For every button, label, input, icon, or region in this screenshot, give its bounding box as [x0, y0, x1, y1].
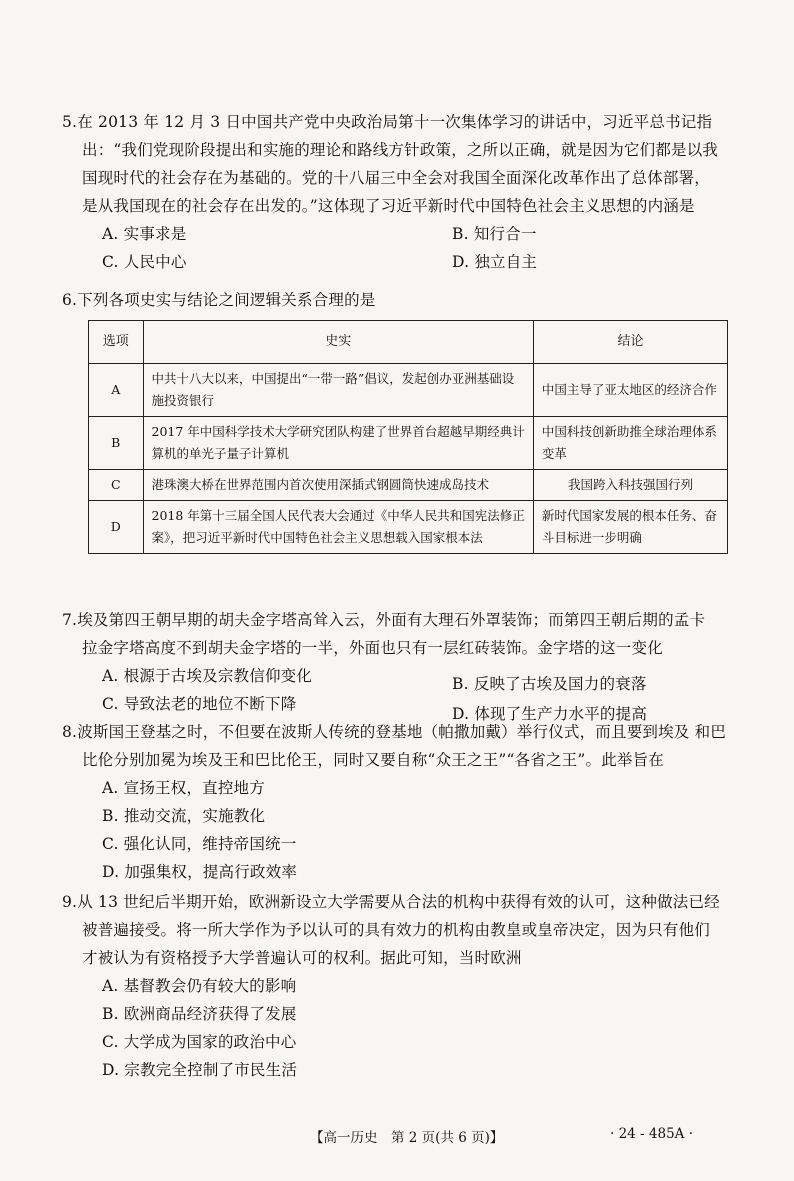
option-a: A. 宣扬王权，直控地方: [102, 779, 265, 797]
row-option: C: [89, 470, 144, 501]
row-conclusion: 我国跨入科技强国行列: [533, 470, 727, 501]
table-header-row: [89, 321, 728, 364]
row-conclusion: 中国科技创新助推全球治理体系变革: [533, 417, 727, 470]
row-conclusion: 中国主导了亚太地区的经济合作: [533, 364, 727, 417]
facts-table: [88, 320, 728, 554]
question-6-stem: 6.下列各项史实与结论之间逻辑关系合理的是: [62, 291, 376, 309]
option-c: C. 大学成为国家的政治中心: [102, 1033, 297, 1051]
header-conclusion: 结论: [533, 321, 727, 364]
table-row: [89, 417, 728, 470]
row-option: A: [89, 364, 144, 417]
option-d: D. 体现了生产力水平的提高: [452, 705, 648, 723]
question-5-line: 出：“我们党现阶段提出和实施的理论和路线方针政策，之所以正确，就是因为它们都是以我: [82, 141, 719, 159]
question-7-options-row: [62, 662, 742, 693]
question-5-line: 5.在 2013 年 12 月 3 日中国共产党中央政治局第十一次集体学习的讲话中，习近平总书记指: [62, 113, 713, 131]
question-8-line: 8.波斯国王登基之时，不但要在波斯人传统的登基地（帕撒加戴）举行仪式，而且要到埃及 和巴: [62, 723, 727, 741]
table-row: [89, 501, 728, 554]
option-a: A. 基督教会仍有较大的影响: [102, 977, 297, 995]
question-8-line: 比伦分别加冕为埃及王和巴比伦王，同时又要自称“众王之王”“各省之王”。此举旨在: [82, 751, 664, 769]
option-b: B. 知行合一: [452, 225, 537, 243]
question-6: [62, 286, 742, 314]
question-7-options-row: [62, 690, 742, 723]
footer-code: · 24 - 485A ·: [610, 1126, 694, 1142]
footer-page-info: 【高一历史 第 2 页(共 6 页)】: [310, 1130, 504, 1146]
header-fact: 史实: [143, 321, 533, 364]
question-9-line: 才被认为有资格授予大学普遍认可的权利。据此可知，当时欧洲: [82, 949, 522, 967]
question-9: [62, 888, 742, 1084]
option-d: D. 加强集权，提高行政效率: [102, 863, 298, 881]
question-5-line: 是从我国现在的社会存在出发的。”这体现了习近平新时代中国特色社会主义思想的内涵是: [82, 197, 695, 215]
option-a: A. 根源于古埃及宗教信仰变化: [102, 667, 313, 685]
row-option: B: [89, 417, 144, 470]
row-fact: 中共十八大以来，中国提出“一带一路”倡议，发起创办亚洲基础设施投资银行: [143, 364, 533, 417]
question-5-line: 国现时代的社会存在为基础的。党的十八届三中全会对我国全面深化改革作出了总体部署，: [82, 169, 711, 187]
question-9-line: 被普遍接受。将一所大学作为予以认可的具有效力的机构由教皇或皇帝决定，因为只有他们: [82, 921, 711, 939]
header-option: 选项: [89, 321, 144, 364]
question-7-line: 拉金字塔高度不到胡夫金字塔的一半，外面也只有一层红砖装饰。金字塔的这一变化: [82, 639, 663, 657]
option-b: B. 反映了古埃及国力的衰落: [452, 675, 647, 693]
row-option: D: [89, 501, 144, 554]
question-7-line: 7.埃及第四王朝早期的胡夫金字塔高耸入云，外面有大理石外罩装饰；而第四王朝后期的孟卡: [62, 611, 706, 629]
option-a: A. 实事求是: [102, 225, 187, 243]
question-5: [62, 108, 742, 276]
option-b: B. 欧洲商品经济获得了发展: [102, 1005, 297, 1023]
table-row: [89, 470, 728, 501]
table-row: [89, 364, 728, 417]
option-c: C. 导致法老的地位不断下降: [102, 695, 297, 713]
option-b: B. 推动交流，实施教化: [102, 807, 266, 825]
question-5-options-row: [62, 220, 742, 248]
option-d: D. 宗教完全控制了市民生活: [102, 1061, 298, 1079]
question-7: [62, 606, 742, 723]
row-fact: 2018 年第十三届全国人民代表大会通过《中华人民共和国宪法修正案》，把习近平新时代中国特色社会主义思想载入国家根本法: [143, 501, 533, 554]
question-5-options-row: [62, 248, 742, 276]
row-fact: 港珠澳大桥在世界范围内首次使用深插式钢圆筒快速成岛技术: [143, 470, 533, 501]
row-conclusion: 新时代国家发展的根本任务、奋斗目标进一步明确: [533, 501, 727, 554]
question-8: [62, 718, 742, 886]
option-d: D. 独立自主: [452, 253, 538, 271]
option-c: C. 强化认同，维持帝国统一: [102, 835, 297, 853]
row-fact: 2017 年中国科学技术大学研究团队构建了世界首台超越早期经典计算机的单光子量子计算机: [143, 417, 533, 470]
option-c: C. 人民中心: [102, 253, 187, 271]
question-9-line: 9.从 13 世纪后半期开始，欧洲新设立大学需要从合法的机构中获得有效的认可，这种做法已经: [62, 893, 720, 911]
